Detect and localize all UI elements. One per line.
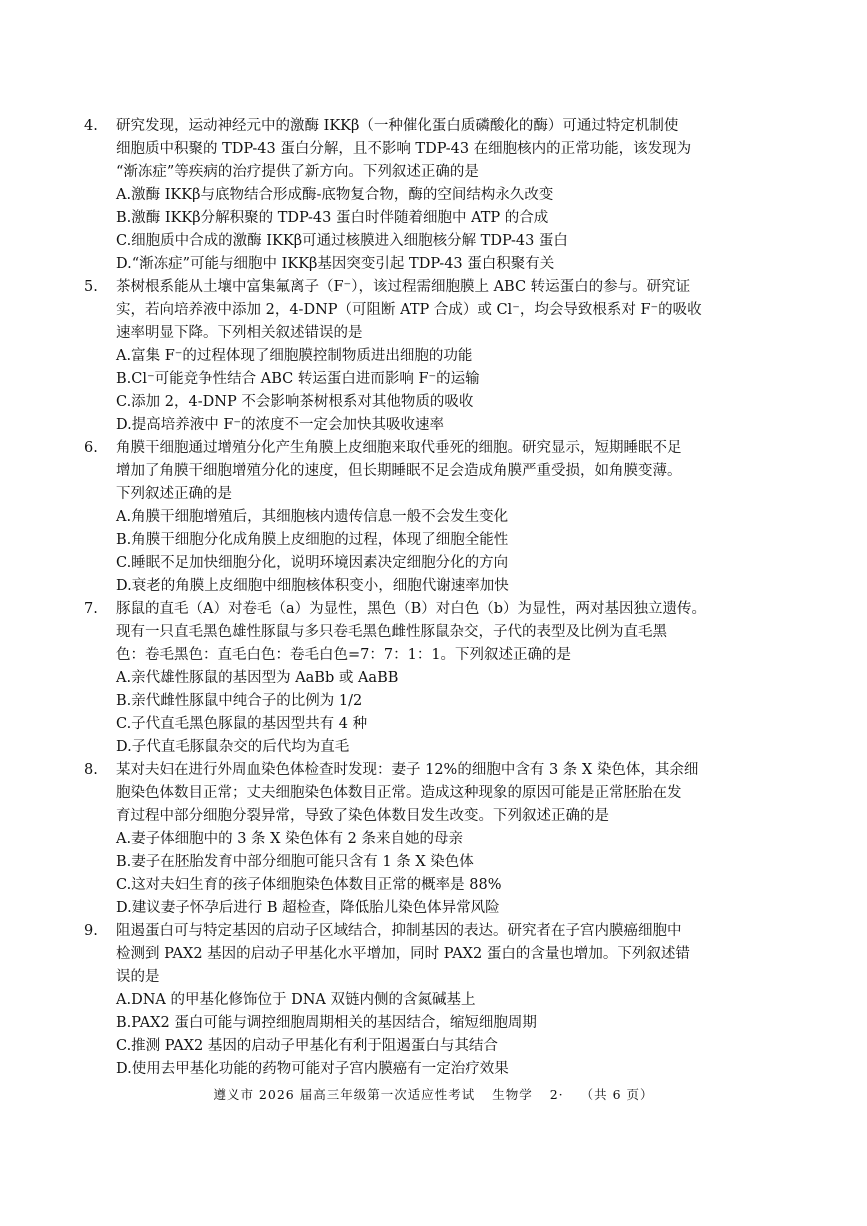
option-d: D.子代直毛豚鼠杂交的后代均为直毛: [116, 739, 350, 755]
option-c: C.子代直毛黑色豚鼠的基因型共有 4 种: [116, 716, 368, 732]
question-stem-line: 色：卷毛黑色：直毛白色：卷毛白色=7：7：1：1。下列叙述正确的是: [116, 647, 572, 663]
question-stem-line: 研究发现，运动神经元中的激酶 IKKβ（一种催化蛋白质磷酸化的酶）可通过特定机制使: [116, 118, 679, 134]
option-c: C.睡眠不足加快细胞分化，说明环境因素决定细胞分化的方向: [116, 555, 509, 571]
subject-name: 生物学: [492, 1087, 533, 1102]
question-stem-line: 茶树根系能从土壤中富集氟离子（F⁻），该过程需细胞膜上 ABC 转运蛋白的参与。研究证: [116, 279, 691, 295]
question-number: 9.: [84, 923, 98, 939]
page-total: （共 6 页）: [580, 1087, 654, 1102]
page-number: 2·: [549, 1087, 564, 1102]
question-stem-line: 细胞质中积聚的 TDP-43 蛋白分解，且不影响 TDP-43 在细胞核内的正常功能，该发现为: [116, 141, 692, 157]
option-b: B.PAX2 蛋白可能与调控细胞周期相关的基因结合，缩短细胞周期: [116, 1015, 537, 1031]
option-c: C.这对夫妇生育的孩子体细胞染色体数目正常的概率是 88%: [116, 877, 502, 893]
question-body: [116, 276, 784, 437]
question-stem-line: 下列叙述正确的是: [116, 486, 232, 502]
option-c: C.添加 2，4-DNP 不会影响茶树根系对其他物质的吸收: [116, 394, 474, 410]
question-4: [84, 115, 784, 276]
question-body: [116, 759, 784, 920]
option-b: B.妻子在胚胎发育中部分细胞可能只含有 1 条 X 染色体: [116, 854, 474, 870]
question-7: [84, 598, 784, 759]
question-stem-line: 速率明显下降。下列相关叙述错误的是: [116, 325, 363, 341]
option-c: C.细胞质中合成的激酶 IKKβ可通过核膜进入细胞核分解 TDP-43 蛋白: [116, 233, 568, 249]
question-number: 4.: [84, 118, 98, 134]
question-stem-line: 豚鼠的直毛（A）对卷毛（a）为显性，黑色（B）对白色（b）为显性，两对基因独立遗传。: [116, 601, 707, 617]
question-body: [116, 115, 784, 276]
option-b: B.角膜干细胞分化成角膜上皮细胞的过程，体现了细胞全能性: [116, 532, 509, 548]
question-stem-line: 检测到 PAX2 基因的启动子甲基化水平增加，同时 PAX2 蛋白的含量也增加。下列叙述错: [116, 946, 690, 962]
option-b: B.激酶 IKKβ分解积聚的 TDP-43 蛋白时伴随着细胞中 ATP 的合成: [116, 210, 549, 226]
question-stem-line: 实，若向培养液中添加 2，4-DNP（可阻断 ATP 合成）或 Cl⁻，均会导致根系对 F⁻的吸收: [116, 302, 702, 318]
question-8: [84, 759, 784, 920]
question-body: [116, 598, 784, 759]
question-stem-line: 某对夫妇在进行外周血染色体检查时发现：妻子 12%的细胞中含有 3 条 X 染色体，其余细: [116, 762, 699, 778]
question-stem-line: 增加了角膜干细胞增殖分化的速度，但长期睡眠不足会造成角膜严重受损，如角膜变薄。: [116, 463, 682, 479]
question-stem-line: 角膜干细胞通过增殖分化产生角膜上皮细胞来取代垂死的细胞。研究显示，短期睡眠不足: [116, 440, 682, 456]
question-5: [84, 276, 784, 437]
option-b: B.Cl⁻可能竞争性结合 ABC 转运蛋白进而影响 F⁻的运输: [116, 371, 480, 387]
option-d: D.提高培养液中 F⁻的浓度不一定会加快其吸收速率: [116, 417, 445, 433]
question-number: 5.: [84, 279, 98, 295]
question-body: [116, 920, 784, 1081]
question-stem-line: 阻遏蛋白可与特定基因的启动子区域结合，抑制基因的表达。研究者在子宫内膜癌细胞中: [116, 923, 682, 939]
exam-title: 遵义市 2026 届高三年级第一次适应性考试: [213, 1087, 476, 1102]
question-number: 8.: [84, 762, 98, 778]
option-a: A.角膜干细胞增殖后，其细胞核内遗传信息一般不会发生变化: [116, 509, 509, 525]
option-d: D.“渐冻症”可能与细胞中 IKKβ基因突变引起 TDP-43 蛋白积聚有关: [116, 256, 555, 272]
question-9: [84, 920, 784, 1081]
question-stem-line: 育过程中部分细胞分裂异常，导致了染色体数目发生改变。下列叙述正确的是: [116, 808, 609, 824]
question-6: [84, 437, 784, 598]
option-a: A.妻子体细胞中的 3 条 X 染色体有 2 条来自她的母亲: [116, 831, 464, 847]
question-number: 7.: [84, 601, 98, 617]
question-body: [116, 437, 784, 598]
option-a: A.富集 F⁻的过程体现了细胞膜控制物质进出细胞的功能: [116, 348, 473, 364]
option-a: A.激酶 IKKβ与底物结合形成酶-底物复合物，酶的空间结构永久改变: [116, 187, 554, 203]
question-stem-line: 误的是: [116, 969, 160, 985]
question-stem-line: “渐冻症”等疾病的治疗提供了新方向。下列叙述正确的是: [116, 164, 479, 180]
option-d: D.使用去甲基化功能的药物可能对子宫内膜癌有一定治疗效果: [116, 1061, 509, 1077]
option-c: C.推测 PAX2 基因的启动子甲基化有利于阻遏蛋白与其结合: [116, 1038, 498, 1054]
question-stem-line: 现有一只直毛黑色雄性豚鼠与多只卷毛黑色雌性豚鼠杂交，子代的表型及比例为直毛黑: [116, 624, 667, 640]
question-number: 6.: [84, 440, 98, 456]
option-d: D.建议妻子怀孕后进行 B 超检查，降低胎儿染色体异常风险: [116, 900, 500, 916]
option-a: A.亲代雄性豚鼠的基因型为 AaBb 或 AaBB: [116, 670, 399, 686]
option-a: A.DNA 的甲基化修饰位于 DNA 双链内侧的含氮碱基上: [116, 992, 476, 1008]
option-b: B.亲代雌性豚鼠中纯合子的比例为 1/2: [116, 693, 363, 709]
question-stem-line: 胞染色体数目正常；丈夫细胞染色体数目正常。造成这种现象的原因可能是正常胚胎在发: [116, 785, 682, 801]
page-footer: [0, 1086, 867, 1104]
option-d: D.衰老的角膜上皮细胞中细胞核体积变小，细胞代谢速率加快: [116, 578, 509, 594]
